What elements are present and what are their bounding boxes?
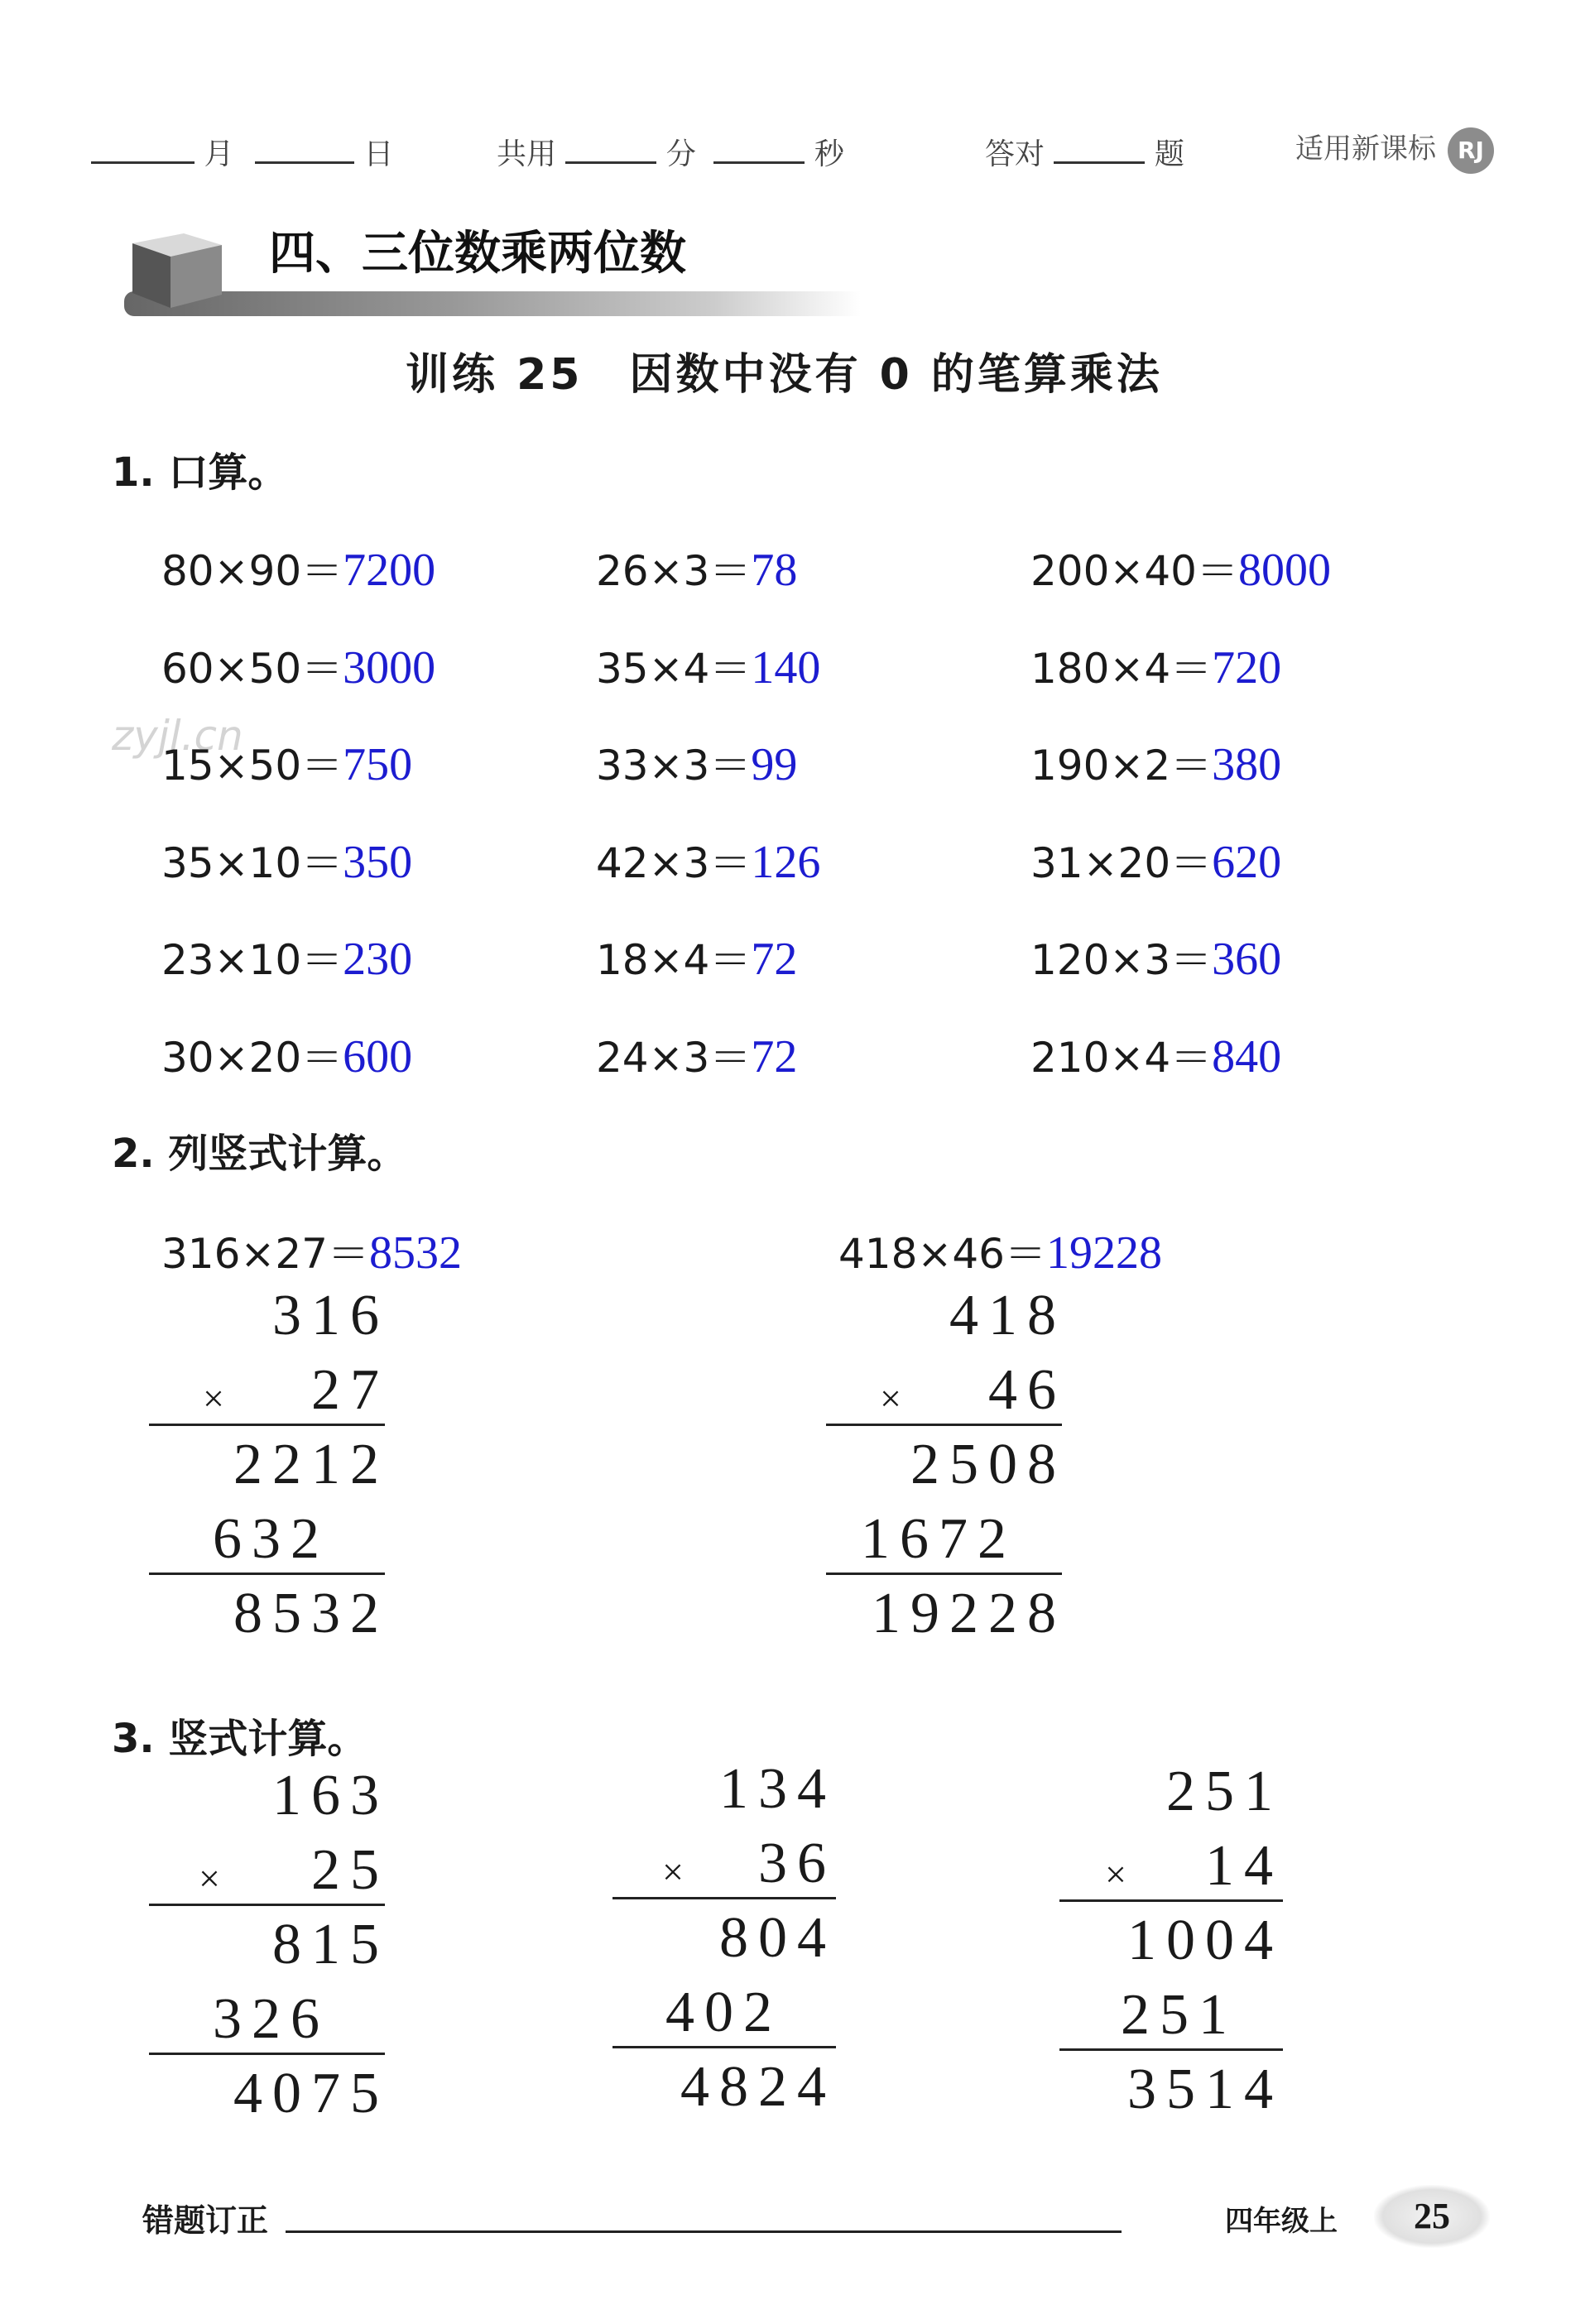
multiplicand: 418 bbox=[949, 1284, 1066, 1347]
product: 4075 bbox=[233, 2062, 389, 2125]
edition-text: 适用新课标 bbox=[1295, 132, 1436, 166]
oral-problem bbox=[1030, 830, 1281, 890]
problem-expression: 24×3＝ bbox=[596, 1034, 752, 1082]
answer-field[interactable]: 230 bbox=[343, 934, 413, 985]
vertical-calc-316x27 bbox=[149, 1279, 389, 1655]
answer-field[interactable]: 360 bbox=[1212, 934, 1282, 985]
answer-field[interactable]: 19228 bbox=[1045, 1227, 1162, 1279]
oral-problem bbox=[161, 636, 435, 695]
correct-label: 答对 bbox=[985, 137, 1045, 171]
oral-problem bbox=[596, 927, 797, 987]
multiplicand: 163 bbox=[272, 1764, 389, 1827]
month-blank[interactable] bbox=[91, 137, 195, 164]
correction-label: 错题订正 bbox=[142, 2202, 269, 2239]
score-line bbox=[985, 131, 1184, 173]
questions-label: 题 bbox=[1154, 137, 1184, 171]
rule-line bbox=[1059, 1899, 1283, 1902]
month-label: 月 bbox=[204, 137, 234, 171]
answer-field[interactable]: 8000 bbox=[1237, 545, 1331, 596]
answer-field[interactable]: 72 bbox=[751, 934, 798, 985]
problem-expression: 190×2＝ bbox=[1030, 742, 1213, 790]
answer-field[interactable]: 750 bbox=[343, 739, 413, 790]
rule-line bbox=[1059, 2048, 1283, 2051]
day-label: 日 bbox=[363, 137, 394, 171]
partial-product-2: 1672 bbox=[861, 1507, 1016, 1571]
oral-problem bbox=[596, 1025, 797, 1084]
rule-line bbox=[149, 1573, 385, 1575]
partial-product-2: 632 bbox=[213, 1507, 329, 1571]
times-sign: × bbox=[1105, 1853, 1136, 1895]
watermark: zyjl.cn bbox=[112, 712, 243, 760]
product: 4824 bbox=[680, 2055, 836, 2119]
oral-problem bbox=[1030, 732, 1281, 792]
oral-problem bbox=[1030, 927, 1281, 987]
seconds-blank[interactable] bbox=[713, 137, 805, 164]
answer-field[interactable]: 720 bbox=[1212, 642, 1282, 694]
answer-field[interactable]: 99 bbox=[751, 739, 798, 790]
problem-expression: 23×10＝ bbox=[161, 936, 343, 984]
vertical-calc-251x14 bbox=[1059, 1755, 1299, 2131]
rule-line bbox=[826, 1573, 1062, 1575]
multiplier: 36 bbox=[758, 1832, 836, 1895]
problem-expression: 33×3＝ bbox=[596, 742, 752, 790]
multiplicand: 251 bbox=[1166, 1760, 1283, 1823]
times-sign: × bbox=[662, 1851, 694, 1893]
oral-problem bbox=[596, 538, 797, 598]
answer-field[interactable]: 140 bbox=[751, 642, 821, 694]
product: 3514 bbox=[1127, 2058, 1283, 2121]
vertical-calc-163x25 bbox=[149, 1759, 389, 2135]
rj-badge: RJ bbox=[1448, 127, 1494, 174]
chapter-title: 四、三位数乘两位数 bbox=[269, 227, 686, 281]
problem-expression: 418×46＝ bbox=[838, 1230, 1046, 1278]
answer-field[interactable]: 3000 bbox=[343, 642, 436, 694]
answer-field[interactable]: 72 bbox=[751, 1031, 798, 1083]
multiplicand: 134 bbox=[719, 1757, 836, 1821]
correct-blank[interactable] bbox=[1054, 137, 1145, 164]
answer-field[interactable]: 380 bbox=[1212, 739, 1282, 790]
partial-product-2: 251 bbox=[1121, 1983, 1237, 2047]
cube-icon bbox=[132, 225, 222, 308]
problem-expression: 35×4＝ bbox=[596, 645, 752, 693]
answer-field[interactable]: 600 bbox=[343, 1031, 413, 1083]
lesson-title: 训练 25 因数中没有 0 的笔算乘法 bbox=[406, 350, 1163, 400]
rule-line bbox=[826, 1424, 1062, 1426]
oral-problem bbox=[1030, 636, 1281, 695]
problem-expression: 180×4＝ bbox=[1030, 645, 1213, 693]
edition-label bbox=[1295, 126, 1494, 174]
section3-title: 3. 竖式计算。 bbox=[112, 1716, 367, 1762]
partial-product-1: 804 bbox=[719, 1906, 836, 1970]
oral-problem bbox=[161, 732, 412, 792]
partial-product-1: 1004 bbox=[1127, 1909, 1283, 1972]
page-number: 25 bbox=[1374, 2185, 1490, 2248]
multiplier: 27 bbox=[311, 1358, 389, 1422]
problem-expression: 200×40＝ bbox=[1030, 547, 1238, 595]
date-line bbox=[91, 131, 393, 173]
times-sign: × bbox=[880, 1377, 911, 1419]
answer-field[interactable]: 78 bbox=[751, 545, 798, 596]
partial-product-1: 2212 bbox=[233, 1433, 389, 1496]
answer-field[interactable]: 620 bbox=[1212, 837, 1282, 888]
oral-problem bbox=[161, 1025, 412, 1084]
partial-product-1: 2508 bbox=[910, 1433, 1066, 1496]
answer-field[interactable]: 8532 bbox=[368, 1227, 462, 1279]
multiplier: 46 bbox=[988, 1358, 1066, 1422]
oral-problem bbox=[161, 538, 435, 598]
correction-line[interactable] bbox=[286, 2230, 1122, 2233]
problem-expression: 31×20＝ bbox=[1030, 839, 1213, 887]
day-blank[interactable] bbox=[255, 137, 354, 164]
answer-field[interactable]: 126 bbox=[751, 837, 821, 888]
problem-expression: 120×3＝ bbox=[1030, 936, 1213, 984]
partial-product-2: 402 bbox=[665, 1981, 782, 2044]
problem-expression: 210×4＝ bbox=[1030, 1034, 1213, 1082]
oral-problem bbox=[596, 636, 820, 695]
chapter-bar bbox=[124, 291, 861, 316]
problem-expression: 35×10＝ bbox=[161, 839, 343, 887]
partial-product-2: 326 bbox=[213, 1987, 329, 2051]
multiplier: 25 bbox=[311, 1838, 389, 1902]
time-line bbox=[497, 131, 844, 173]
product: 8532 bbox=[233, 1582, 389, 1645]
section2-title: 2. 列竖式计算。 bbox=[112, 1131, 407, 1177]
minutes-label: 分 bbox=[665, 137, 696, 171]
problem-316x27 bbox=[161, 1221, 462, 1280]
vertical-calc-418x46 bbox=[826, 1279, 1066, 1655]
oral-problem bbox=[1030, 538, 1331, 598]
problem-expression: 42×3＝ bbox=[596, 839, 752, 887]
oral-problem bbox=[161, 927, 412, 987]
multiplier: 14 bbox=[1205, 1834, 1283, 1898]
section1-title: 1. 口算。 bbox=[112, 449, 288, 496]
problem-expression: 60×50＝ bbox=[161, 645, 343, 693]
rule-line bbox=[612, 2046, 836, 2048]
rule-line bbox=[149, 1904, 385, 1906]
problem-expression: 30×20＝ bbox=[161, 1034, 343, 1082]
oral-problem bbox=[596, 732, 797, 792]
vertical-calc-134x36 bbox=[612, 1752, 853, 2129]
problem-expression: 316×27＝ bbox=[161, 1230, 369, 1278]
total-time-label: 共用 bbox=[497, 137, 557, 171]
answer-field[interactable]: 840 bbox=[1212, 1031, 1282, 1083]
times-sign: × bbox=[203, 1377, 234, 1419]
oral-problem bbox=[1030, 1025, 1281, 1084]
product: 19228 bbox=[872, 1582, 1066, 1645]
answer-field[interactable]: 350 bbox=[343, 837, 413, 888]
partial-product-1: 815 bbox=[272, 1913, 389, 1976]
problem-expression: 15×50＝ bbox=[161, 742, 343, 790]
rule-line bbox=[149, 1424, 385, 1426]
multiplicand: 316 bbox=[272, 1284, 389, 1347]
answer-field[interactable]: 7200 bbox=[343, 545, 436, 596]
minutes-blank[interactable] bbox=[565, 137, 656, 164]
oral-problem bbox=[596, 830, 820, 890]
problem-expression: 80×90＝ bbox=[161, 547, 343, 595]
rule-line bbox=[612, 1897, 836, 1899]
times-sign: × bbox=[199, 1857, 230, 1899]
problem-expression: 18×4＝ bbox=[596, 936, 752, 984]
seconds-label: 秒 bbox=[814, 137, 844, 171]
grade-label: 四年级上 bbox=[1225, 2205, 1338, 2238]
rule-line bbox=[149, 2053, 385, 2055]
oral-problem bbox=[161, 830, 412, 890]
problem-expression: 26×3＝ bbox=[596, 547, 752, 595]
problem-418x46 bbox=[838, 1221, 1162, 1280]
